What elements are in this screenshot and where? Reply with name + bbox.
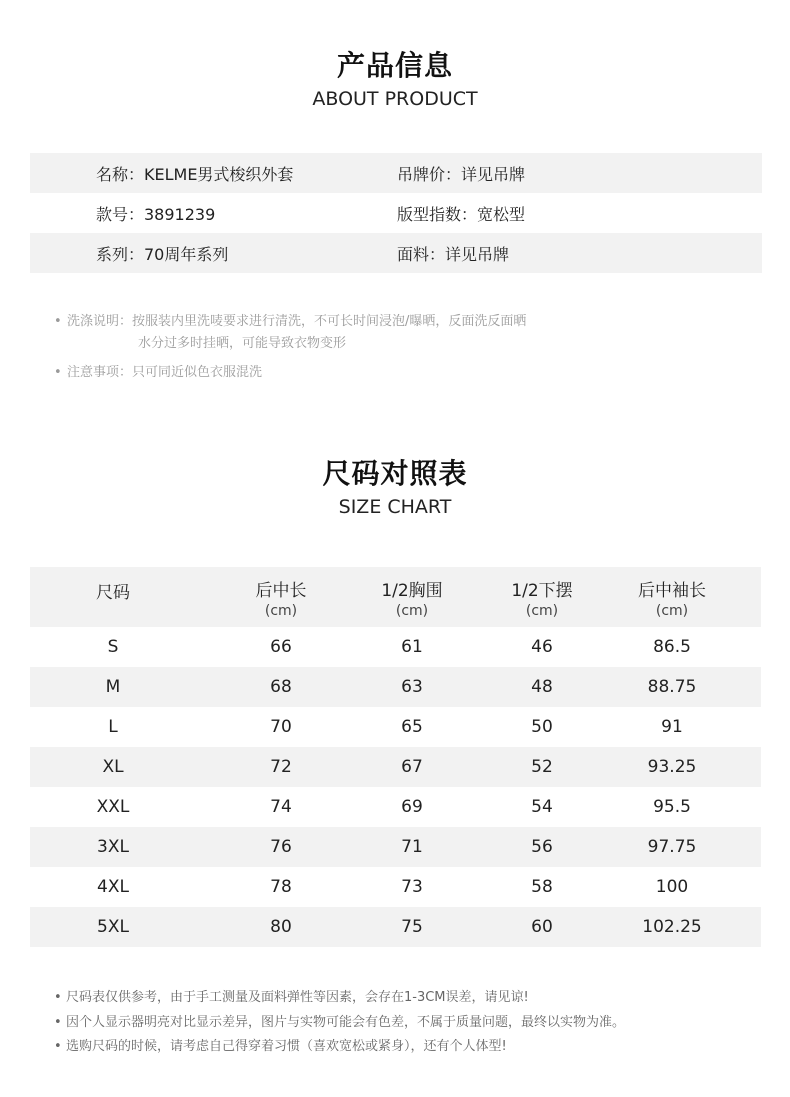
cell-half-chest: 69 [401, 797, 423, 817]
info-name: 名称：KELME男式梭织外套 [96, 164, 294, 184]
product-info-table [30, 153, 762, 273]
product-info-subtitle: ABOUT PRODUCT [312, 88, 478, 110]
cell-back-length: 70 [270, 717, 292, 737]
header-half-hem-label: 1/2下摆 [511, 581, 573, 601]
header-half-chest [352, 576, 472, 619]
footer-note [54, 1011, 625, 1036]
header-sleeve-length-unit: (cm) [655, 603, 689, 619]
size-chart-title: 尺码对照表 [322, 457, 468, 490]
cell-size: M [105, 677, 121, 697]
header-size [68, 578, 158, 603]
table-row [30, 907, 761, 947]
cell-sleeve-length: 102.25 [642, 917, 702, 937]
cell-half-chest: 63 [401, 677, 423, 697]
wash-instructions [54, 311, 526, 333]
table-row [30, 707, 761, 747]
cell-half-hem: 52 [531, 757, 553, 777]
table-row [30, 867, 761, 907]
cell-half-hem: 46 [531, 637, 553, 657]
bullet: • [54, 1014, 62, 1030]
cell-half-hem: 60 [531, 917, 553, 937]
cell-half-hem: 56 [531, 837, 553, 857]
table-row [30, 667, 761, 707]
cell-size: L [108, 717, 118, 737]
attention-label: 注意事项： [67, 365, 133, 380]
cell-back-length: 80 [270, 917, 292, 937]
cell-size: 4XL [97, 877, 129, 897]
cell-back-length: 78 [270, 877, 292, 897]
footer-note-text: 因个人显示器明亮对比显示差异，图片与实物可能会有色差，不属于质量问题，最终以实物为准。 [66, 1014, 626, 1030]
footer-note [54, 986, 625, 1011]
header-back-length-unit: (cm) [264, 603, 298, 619]
size-chart-table [30, 567, 761, 947]
header-sleeve-length [612, 576, 732, 619]
cell-back-length: 76 [270, 837, 292, 857]
cell-sleeve-length: 97.75 [647, 837, 697, 857]
header-sleeve-length-label: 后中袖长 [638, 581, 706, 601]
header-back-length [221, 576, 341, 619]
table-row [30, 747, 761, 787]
cell-back-length: 72 [270, 757, 292, 777]
header-half-hem [482, 576, 602, 619]
size-chart-subtitle: SIZE CHART [338, 496, 452, 518]
cell-half-chest: 61 [401, 637, 423, 657]
cell-half-chest: 71 [401, 837, 423, 857]
cell-size: XXL [96, 797, 130, 817]
cell-half-hem: 48 [531, 677, 553, 697]
wash-text-continued: 水分过多时挂晒，可能导致衣物变形 [138, 336, 347, 351]
info-fit-index: 版型指数：宽松型 [397, 204, 526, 224]
cell-back-length: 74 [270, 797, 292, 817]
wash-text: 按服装内里洗唛要求进行清洗，不可长时间浸泡/曝晒，反面洗反面晒 [132, 314, 527, 329]
cell-back-length: 66 [270, 637, 292, 657]
info-series: 系列：70周年系列 [96, 244, 229, 264]
bullet: • [54, 365, 62, 380]
attention-notes [54, 362, 526, 384]
cell-size: 5XL [97, 917, 129, 937]
cell-sleeve-length: 88.75 [647, 677, 697, 697]
cell-sleeve-length: 100 [655, 877, 689, 897]
cell-sleeve-length: 86.5 [653, 637, 691, 657]
table-row [30, 827, 761, 867]
info-row [30, 193, 762, 233]
bullet: • [54, 1039, 62, 1054]
table-row [30, 627, 761, 667]
header-half-hem-unit: (cm) [525, 603, 559, 619]
footer-note [54, 1035, 625, 1060]
cell-half-hem: 54 [531, 797, 553, 817]
size-table-header [30, 567, 761, 627]
cell-half-chest: 67 [401, 757, 423, 777]
cell-half-chest: 73 [401, 877, 423, 897]
info-fabric: 面料：详见吊牌 [397, 244, 510, 264]
cell-size: S [107, 637, 119, 657]
cell-back-length: 68 [270, 677, 292, 697]
header-back-length-label: 后中长 [255, 581, 307, 601]
attention-text: 只可同近似色衣服混洗 [132, 365, 263, 380]
care-notes [54, 311, 526, 384]
cell-half-hem: 50 [531, 717, 553, 737]
cell-size: 3XL [97, 837, 129, 857]
cell-half-chest: 75 [401, 917, 423, 937]
bullet: • [54, 990, 62, 1005]
bullet: • [54, 314, 62, 329]
header-half-chest-unit: (cm) [395, 603, 429, 619]
footer-notes [54, 986, 625, 1060]
header-half-chest-label: 1/2胸围 [381, 581, 443, 601]
header-size-label: 尺码 [96, 583, 130, 603]
cell-size: XL [102, 757, 124, 777]
cell-sleeve-length: 93.25 [647, 757, 697, 777]
info-tag-price: 吊牌价：详见吊牌 [397, 164, 526, 184]
cell-half-chest: 65 [401, 717, 423, 737]
info-style-number: 款号：3891239 [96, 204, 216, 224]
cell-sleeve-length: 91 [661, 717, 683, 737]
wash-label: 洗涤说明： [67, 314, 133, 329]
product-info-title: 产品信息 [336, 49, 453, 82]
table-row [30, 787, 761, 827]
info-row [30, 233, 762, 273]
footer-note-text: 尺码表仅供参考，由于手工测量及面料弹性等因素，会存在1-3CM误差，请见谅! [66, 990, 529, 1005]
cell-half-hem: 58 [531, 877, 553, 897]
info-row [30, 153, 762, 193]
footer-note-text: 选购尺码的时候，请考虑自己得穿着习惯（喜欢宽松或紧身），还有个人体型! [66, 1039, 507, 1054]
cell-sleeve-length: 95.5 [653, 797, 691, 817]
